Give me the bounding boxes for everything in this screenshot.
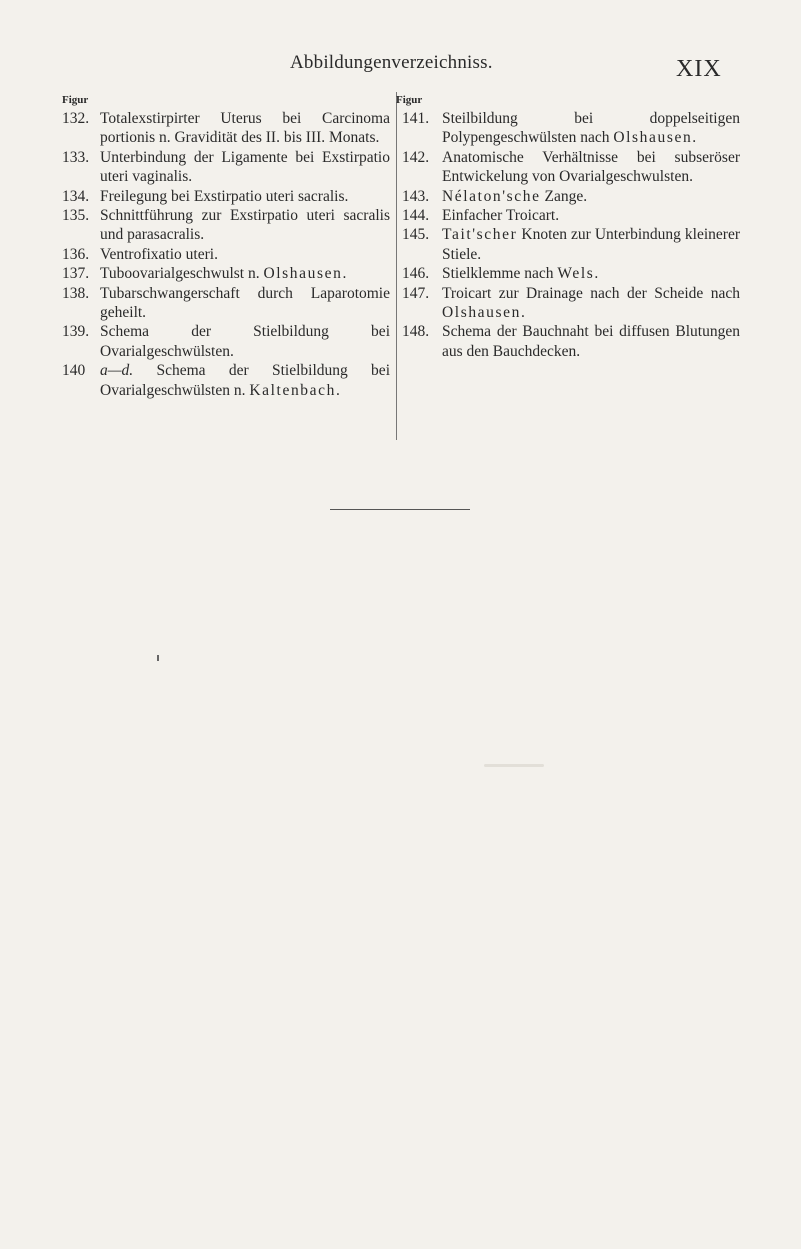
figure-caption: Knoten zur Unterbindung kleinerer Stiele. bbox=[442, 226, 741, 263]
list-item bbox=[62, 284, 390, 323]
right-column bbox=[394, 92, 740, 361]
page-number: XIX bbox=[676, 56, 722, 82]
list-item bbox=[394, 206, 740, 225]
list-item bbox=[394, 225, 740, 264]
figure-number: 146. bbox=[402, 265, 430, 283]
author-name: Olshausen. bbox=[442, 304, 527, 322]
author-name: Olshausen. bbox=[613, 129, 698, 147]
author-name: Nélaton'sche bbox=[442, 187, 541, 205]
section-end-rule bbox=[330, 509, 470, 510]
list-item bbox=[62, 109, 390, 148]
list-item bbox=[62, 245, 390, 264]
column-heading: Figur bbox=[396, 94, 423, 106]
list-item bbox=[394, 148, 740, 187]
list-item bbox=[394, 264, 740, 283]
figure-number: 139. bbox=[62, 323, 90, 341]
figure-caption: Stielklemme nach bbox=[442, 265, 554, 283]
figure-caption: Totalexstirpirter Uterus bei Carcinoma portionis n. Gravidität des II. bis III. Monats. bbox=[100, 110, 390, 147]
list-item bbox=[62, 206, 390, 245]
figure-number: 135. bbox=[62, 207, 90, 225]
figure-number: 142. bbox=[402, 148, 430, 166]
figure-subparts: a—d. bbox=[100, 362, 134, 380]
figure-caption: Einfacher Troicart. bbox=[442, 207, 560, 225]
paper-smudge bbox=[484, 764, 544, 767]
figure-number: 138. bbox=[62, 284, 90, 302]
figure-caption: Steilbildung bei doppelseitigen Polypengeschwülsten nach bbox=[442, 110, 740, 147]
list-item bbox=[62, 361, 390, 400]
figure-number: 145. bbox=[402, 226, 430, 244]
list-item bbox=[62, 148, 390, 187]
column-heading: Figur bbox=[62, 94, 89, 106]
figure-number: 133. bbox=[62, 148, 90, 166]
figure-caption: Troicart zur Drainage nach der Scheide nach bbox=[442, 284, 740, 302]
left-column bbox=[62, 92, 390, 400]
figure-caption: Schema der Stielbildung bei Ovarialgeschwülsten. bbox=[100, 323, 390, 360]
author-name: Tait'scher bbox=[442, 226, 518, 244]
list-item bbox=[394, 109, 740, 148]
figure-number: 141. bbox=[402, 110, 430, 127]
figure-caption: Schema der Bauchnaht bei diffusen Blutungen aus den Bauchdecken. bbox=[442, 323, 740, 360]
list-item bbox=[394, 322, 740, 361]
figure-caption: Freilegung bei Exstirpatio uteri sacralis. bbox=[100, 187, 349, 205]
figure-number: 134. bbox=[62, 187, 90, 205]
figure-caption: Anatomische Verhältnisse bei subseröser Entwickelung von Ovarialgeschwulsten. bbox=[442, 148, 740, 186]
figure-number: 140 bbox=[62, 362, 86, 380]
figure-caption: Unterbindung der Ligamente bei Exstirpatio uteri vaginalis. bbox=[100, 148, 390, 186]
list-item bbox=[394, 187, 740, 206]
author-name: Kaltenbach. bbox=[249, 381, 342, 399]
list-item bbox=[394, 284, 740, 323]
list-item bbox=[62, 187, 390, 206]
figure-number: 144. bbox=[402, 207, 430, 225]
figure-caption: Tuboovarialgeschwulst n. bbox=[100, 265, 260, 283]
author-name: Olshausen. bbox=[263, 265, 348, 283]
figure-number: 147. bbox=[402, 284, 430, 302]
figure-number: 137. bbox=[62, 265, 90, 283]
running-header-title: Abbildungenverzeichniss. bbox=[290, 52, 493, 73]
list-item bbox=[62, 264, 390, 283]
figure-number: 136. bbox=[62, 245, 90, 263]
figure-number: 132. bbox=[62, 110, 90, 127]
figure-caption: Tubarschwangerschaft durch Laparotomie geheilt. bbox=[100, 284, 390, 322]
figure-caption: Schnittführung zur Exstirpatio uteri sacralis und parasacralis. bbox=[100, 207, 390, 244]
figure-number: 148. bbox=[402, 323, 430, 341]
list-item bbox=[62, 322, 390, 361]
paper-speck bbox=[157, 655, 159, 661]
figure-caption: Ventrofixatio uteri. bbox=[100, 245, 218, 263]
figure-caption: Schema der Stielbildung bei Ovarialgeschwülsten n. bbox=[100, 362, 390, 399]
figure-caption: Zange. bbox=[544, 187, 588, 205]
author-name: Wels. bbox=[557, 265, 600, 283]
figure-number: 143. bbox=[402, 187, 430, 205]
